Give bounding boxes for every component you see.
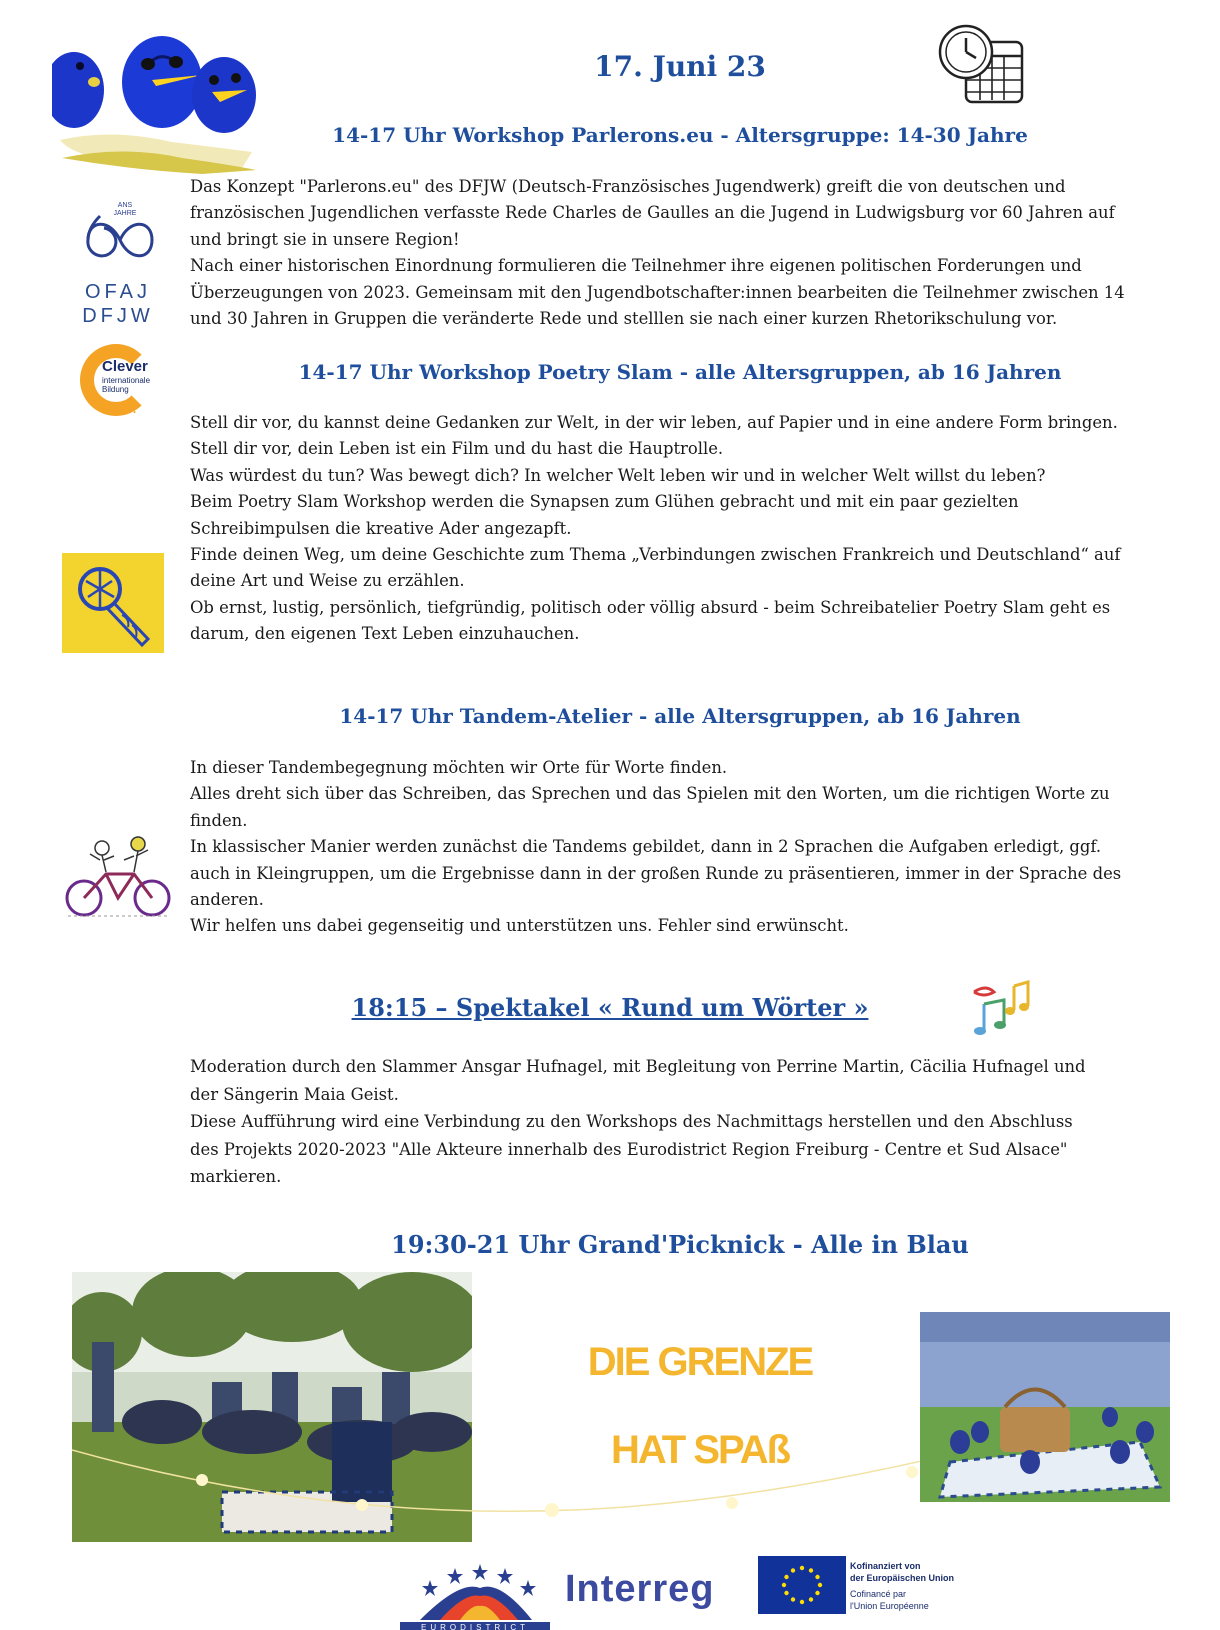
body-line: und bringt sie in unsere Region! <box>190 229 460 249</box>
section-body-spektakel <box>190 1053 1170 1191</box>
body-line: Alles dreht sich über das Schreiben, das Sprechen und das Spielen mit den Worten, um die richtigen Worte zu <box>190 784 1110 804</box>
interreg-logo: Interreg <box>565 1568 715 1610</box>
tandem-bicycle-illustration <box>62 826 174 922</box>
clever-logo <box>80 344 160 416</box>
body-line: Was würdest du tun? Was bewegt dich? In welcher Welt leben wir und in welcher Welt willst du leben? <box>190 465 1046 485</box>
body-line: Das Konzept "Parlerons.eu" des DFJW (Deutsch-Französisches Jugendwerk) greift die von deutschen und <box>190 177 1066 196</box>
body-line: Moderation durch den Slammer Ansgar Hufnagel, mit Begleitung von Perrine Martin, Cäcilia Hufnagel und <box>190 1057 1086 1076</box>
blue-birds-illustration <box>52 20 264 175</box>
body-line: Schreibimpulsen die kreative Ader angezapft. <box>190 518 572 538</box>
body-line: Stell dir vor, dein Leben ist ein Film und du hast die Hauptrolle. <box>190 439 724 459</box>
body-line: Wir helfen uns dabei gegenseitig und unterstützen uns. Fehler sind erwünscht. <box>190 916 849 936</box>
calendar-clock-icon <box>936 22 1026 106</box>
section-heading-tandem: 14-17 Uhr Tandem-Atelier - alle Altersgruppen, ab 16 Jahren <box>339 704 1021 728</box>
dfjw-years-label: ANS JAHRE <box>113 202 137 217</box>
microphone-icon <box>62 553 164 653</box>
clever-subtitle: internationale Bildung <box>102 376 151 394</box>
slogan-line-1: DIE GRENZE <box>587 1340 813 1384</box>
body-line: finden. <box>190 810 248 830</box>
body-line: darum, den eigenen Text Leben einzuhauchen. <box>190 624 580 644</box>
eu-cofinancing-text <box>850 1560 1010 1612</box>
body-line: auch in Kleingruppen, um die Ergebnisse dann in der großen Runde zu präsentieren, immer in der Sprache des <box>190 863 1122 883</box>
section-body-parlerons <box>190 174 1170 332</box>
body-line: Ob ernst, lustig, persönlich, tiefgründig, politisch oder völlig absurd - beim Schreibatelier Poetry Slam geht es <box>190 597 1111 617</box>
body-line: In klassischer Manier werden zunächst die Tandems gebildet, dann in 2 Sprachen die Aufgaben erledigt, ggf. <box>190 837 1102 857</box>
section-heading-picknick: 19:30-21 Uhr Grand'Picknick - Alle in Blau <box>391 1230 969 1259</box>
eurodistrict-logo <box>400 1560 550 1630</box>
body-line: der Sängerin Maia Geist. <box>190 1084 399 1104</box>
body-line: Nach einer historischen Einordnung formulieren die Teilnehmer ihre eigenen politischen Forderungen und <box>190 256 1082 276</box>
section-heading-parlerons: 14-17 Uhr Workshop Parlerons.eu - Altersgruppe: 14-30 Jahre <box>332 123 1028 147</box>
eu-de-line-2: der Europäischen Union <box>850 1573 955 1583</box>
body-line: deine Art und Weise zu erzählen. <box>190 571 465 591</box>
event-date: 17. Juni 23 <box>594 50 766 83</box>
ofaj-text: OFAJ <box>84 281 151 303</box>
eu-fr-line-2: l'Union Européenne <box>850 1601 929 1611</box>
body-line: anderen. <box>190 890 264 910</box>
clever-ev: e.V. <box>116 402 137 416</box>
body-line: Beim Poetry Slam Workshop werden die Synapsen zum Glühen gebracht und mit ein paar gezielten <box>190 492 1019 512</box>
body-line: französischen Jugendlichen verfasste Rede Charles de Gaulles an die Jugend in Ludwigsburg vor 60 Jahren auf <box>190 203 1115 223</box>
section-body-tandem <box>190 755 1170 940</box>
body-line: Stell dir vor, du kannst deine Gedanken zur Welt, in der wir leben, auf Papier und in eine andere Form bringen. <box>190 413 1118 432</box>
body-line: Finde deinen Weg, um deine Geschichte zum Thema „Verbindungen zwischen Frankreich und Deutschland“ auf <box>190 545 1121 565</box>
body-line: Überzeugungen von 2023. Gemeinsam mit den Jugendbotschafter:innen bearbeiten die Teilnehmer zwischen 14 <box>190 282 1125 302</box>
section-heading-spektakel: 18:15 – Spektakel « Rund um Wörter » <box>351 993 869 1022</box>
clever-name: Clever <box>102 358 148 375</box>
dfjw-text: DFJW <box>82 305 154 327</box>
eurodistrict-stars-icon <box>400 1560 550 1622</box>
poetry-slam-logo <box>62 553 164 653</box>
body-line: des Projekts 2020-2023 "Alle Akteure innerhalb des Eurodistrict Region Freiburg - Centre et Sud Alsace" <box>190 1139 1068 1159</box>
eu-fr-line-1: Cofinancé par <box>850 1589 907 1599</box>
eurodistrict-text: EURODISTRICT <box>400 1622 550 1630</box>
eu-flag-icon <box>758 1556 846 1614</box>
body-line: In dieser Tandembegegnung möchten wir Orte für Worte finden. <box>190 758 728 777</box>
section-heading-poetry-slam: 14-17 Uhr Workshop Poetry Slam - alle Altersgruppen, ab 16 Jahren <box>298 360 1062 384</box>
ofaj-dfjw-logo-text <box>78 280 158 328</box>
body-line: Diese Aufführung wird eine Verbindung zu den Workshops des Nachmittags herstellen und den Abschluss <box>190 1112 1073 1131</box>
body-line: markieren. <box>190 1167 282 1186</box>
music-notes-icon <box>966 978 1038 1040</box>
slogan-line-2: HAT SPAß <box>610 1428 790 1472</box>
section-body-poetry-slam <box>190 410 1170 648</box>
picnic-ducks-photo <box>920 1312 1170 1502</box>
body-line: und 30 Jahren in Gruppen die veränderte Rede und stelllen sie nach einer kurzen Rhetorikschulung vor. <box>190 309 1058 329</box>
eu-de-line-1: Kofinanziert von <box>850 1561 921 1571</box>
